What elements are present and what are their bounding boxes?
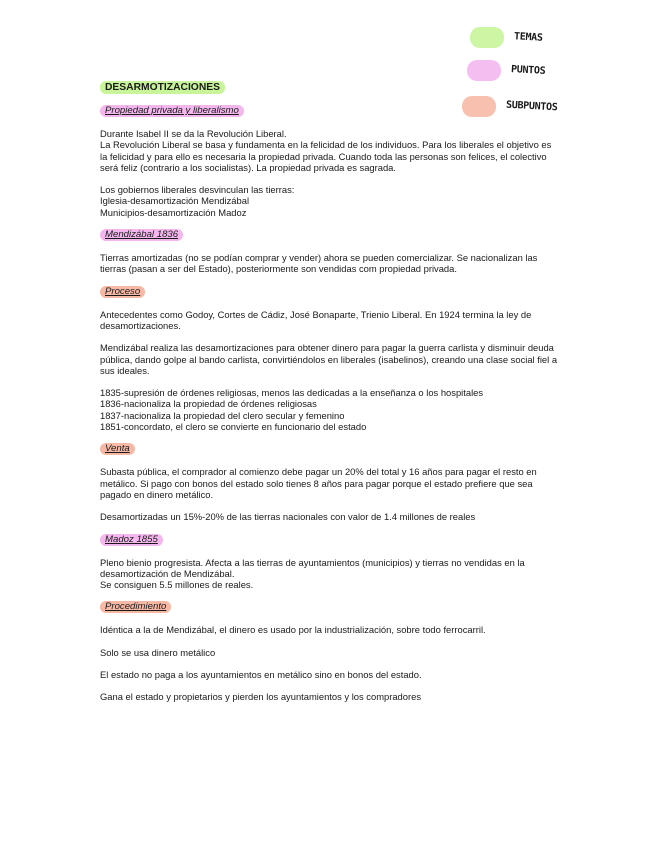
text-line: Durante Isabel II se da la Revolución Liberal. [100,128,287,139]
legend-subpuntos-label: SUBPUNTOS [505,99,558,114]
legend-temas [470,27,543,48]
section-madoz [100,533,560,591]
text-line: Municipios-desamortización Madoz [100,206,247,218]
paragraph [100,128,560,173]
paragraph [100,387,560,432]
document-body [100,81,560,703]
section-proceso [100,285,560,433]
section-heading: Madoz 1855 [100,534,163,546]
section-procedimiento [100,600,560,702]
page-title: DESARMOTIZACIONES [100,81,225,94]
subsection-heading: Venta [100,443,135,455]
text-line: 1851-concordato, el clero se convierte en funcionario del estado [100,421,367,433]
paragraph: Solo se usa dinero metálico [100,646,216,658]
paragraph: El estado no paga a los ayuntamientos en metálico sino en bonos del estado. [100,669,422,681]
text-line: 1837-nacionaliza la propiedad del clero secular y femenino [100,409,345,421]
section-heading: Mendizábal 1836 [100,229,183,241]
section-heading: Propiedad privada y liberalismo [100,105,244,117]
paragraph [100,184,560,218]
pink-highlight-swatch [467,60,501,81]
legend-temas-label: TEMAS [513,31,543,44]
paragraph: Gana el estado y propietarios y pierden los ayuntamientos y los compradores [100,691,422,703]
text-line: Los gobiernos liberales desvinculan las tierras: [100,184,295,196]
section-venta [100,442,560,522]
subsection-heading: Procedimiento [100,601,171,613]
text-line: 1836-nacionaliza la propiedad de órdenes religiosas [100,398,317,410]
paragraph: Desamortizadas un 15%-20% de las tierras nacionales con valor de 1.4 millones de reales [100,511,476,523]
legend-puntos-label: PUNTOS [510,63,546,77]
paragraph: Idéntica a la de Mendizábal, el dinero es usado por la industrialización, sobre todo ferrocarril. [100,624,486,636]
text-line: Pleno bienio progresista. Afecta a las tierras de ayuntamientos (municipios) y tierras no vendidas en la desamortización de Mendizábal. [100,556,525,579]
text-line: Iglesia-desamortización Mendizábal [100,195,250,207]
paragraph: Mendizábal realiza las desamortizaciones para obtener dinero para pagar la guerra carlista y disminuir deuda pública, dando golpe al bando carlista, convirtiéndolos en liberales (isabelinos), creando una clase social fiel a sus ideales. [100,342,558,376]
paragraph: Antecedentes como Godoy, Cortes de Cádiz, José Bonaparte, Trienio Liberal. En 1924 termina la ley de desamortizaciones. [100,308,532,331]
green-highlight-swatch [470,27,504,48]
section-propiedad-privada [100,104,560,218]
subsection-heading: Proceso [100,286,145,298]
paragraph [100,557,560,591]
text-line: La Revolución Liberal se basa y fundamenta en la felicidad de los individuos. Para los liberales el objetivo es la felicidad y para ello es necesaria la propiedad privada. Cuando toda las personas son felices, el colectivo será feliz (contrario a los socialistas). La propiedad privada es sagrada. [100,139,552,173]
paragraph: Subasta pública, el comprador al comienzo debe pagar un 20% del total y 16 años para pagar el resto en metálico. Si pago con bonos del estado solo tienes 8 años para pagar porque el estado prefiere que sea pagado en dinero metálico. [100,466,537,500]
text-line: Se consiguen 5.5 millones de reales. [100,579,254,591]
legend-puntos [467,60,545,81]
section-mendizabal [100,228,560,275]
text-line: 1835-supresión de órdenes religiosas, menos las dedicadas a la enseñanza o los hospitales [100,387,484,399]
paragraph: Tierras amortizadas (no se podían comprar y vender) ahora se pueden comercializar. Se nacionalizan las tierras (pasan a ser del Estado), posteriormente son vendidas com propiedad privada. [100,252,538,275]
